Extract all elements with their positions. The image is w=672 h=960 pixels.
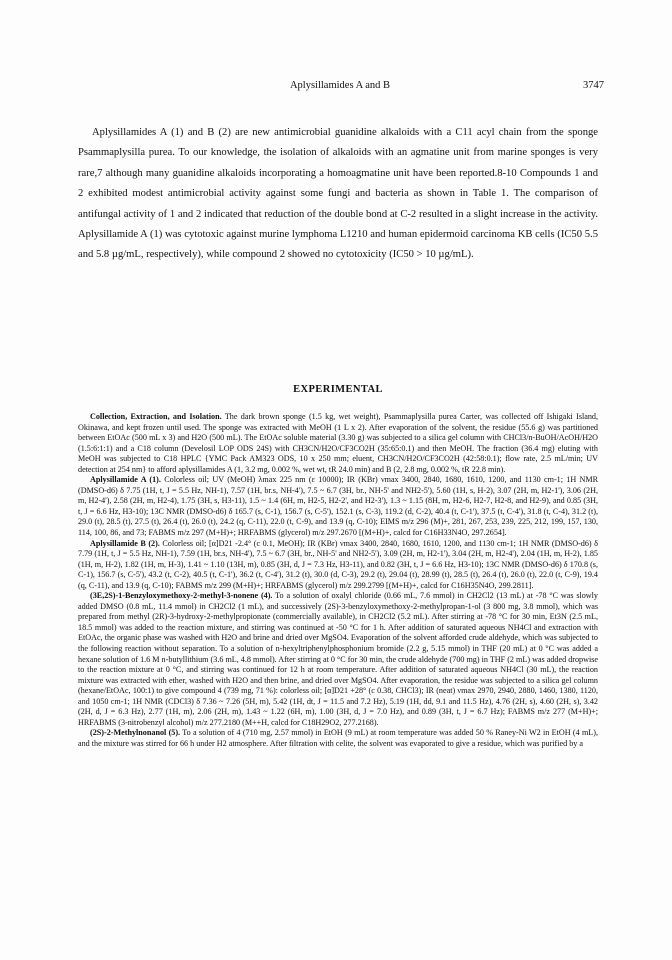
paragraph-body: Colorless oil; UV (MeOH) λmax 225 nm (ε 10000); IR (KBr) νmax 3400, 2840, 1680, 1610, 1200, and 1130 cm-1; 1H NMR (DMSO-d6) δ 7.75 (1H, t, J = 5.5 Hz, NH-1), 7.57 (1H, br.s, NH-4'), 7.5 ~ 6.7 (3H, br., NH-5' and NH2-5'), 5.60 (1H, s, H-2), 3.07 (2H, m, H2-1'), 3.06 (2H, m, H2-4'), 2.58 (2H, m, H2-4), 1.75 (3H, s, H3-11), 1.5 ~ 1.4 (6H, m, H2-5, H2-2', and H2-3'), 1.3 ~ 1.15 (8H, m, H2-6, H2-7, H2-8, and H2-9), and 0.85 (3H, t, J = 6.6 Hz, H3-10); 13C NMR (DMSO-d6) δ 165.7 (s, C-1), 156.7 (s, C-5'), 152.1 (s, C-3), 119.2 (d, C-2), 40.4 (t, C-1'), 37.5 (t, C-4'), 31.8 (t, C-4), 31.2 (t), 29.0 (t), 28.5 (t), 27.5 (t), 26.4 (t), 26.0 (t), 24.2 (q, C-11), 22.0 (t, C-9), and 13.9 (q, C-10); EIMS m/z 296 (M)+, 281, 267, 253, 239, 225, 212, 199, 157, 130, 114, 100, 86, and 73; FABMS m/z 297 (M+H)+; HRFABMS (glycerol) m/z 297.2670 [(M+H)+, calcd for C16H33N4O, 297.2654]. — [78, 475, 599, 538]
aplysillamide-a-paragraph — [78, 475, 598, 538]
paragraph-heading: (3E,2S)-1-Benzyloxymethoxy-2-methyl-3-nonene (4). — [90, 591, 273, 601]
collection-paragraph — [78, 412, 598, 475]
section-heading: EXPERIMENTAL — [293, 384, 383, 395]
paragraph-heading: Collection, Extraction, and Isolation. — [90, 412, 222, 421]
paragraph-body: Colorless oil; [α]D21 -2.4° (c 0.1, MeOH); IR (KBr) νmax 3400, 2840, 1680, 1610, 1200, and 1130 cm-1; 1H NMR (DMSO-d6) δ 7.79 (1H, t, J = 5.5 Hz, NH-1), 7.59 (1H, br.s, NH-4'), 7.5 ~ 6.7 (3H, br., NH-5' and NH2-5'), 3.09 (2H, m, H2-1'), 3.04 (2H, m, H2-4'), 2.04 (1H, m, H-2), 1.85 (1H, m, H-2), 1.82 (1H, m, H-3), 1.41 ~ 1.10 (13H, m), 0.85 (3H, d, J = 7.3 Hz, H3-11), and 0.82 (3H, t, J = 6.6 Hz, H3-10); 13C NMR (DMSO-d6) δ 170.8 (s, C-1), 156.7 (s, C-5'), 43.2 (t, C-2), 40.5 (t, C-1'), 36.2 (t, C-4'), 31.2 (t), 30.0 (d, C-3), 29.2 (t), 29.04 (t), 28.99 (t), 28.5 (t), 26.4 (t), 26.0 (t), 22.0 (t, C-9), 19.4 (q, C-11), and 13.9 (q, C-10); FABMS m/z 299 (M+H)+; HRFABMS (glycerol) m/z 299.2799 [(M+H)+, calcd for C16H35N4O, 299.2811]. — [78, 538, 598, 590]
paragraph-body: To a solution of 4 (710 mg, 2.57 mmol) in EtOH (9 mL) at room temperature was added 50 % Raney-Ni W2 in EtOH (4 mL), and the mixture was stirred for 66 h under H2 atmosphere. After filtration with celite, the solvent was evaporated to give a residue, which was purified by a — [78, 728, 598, 748]
compound-4-paragraph — [78, 591, 598, 728]
paragraph-heading: Aplysillamide A (1). — [90, 475, 161, 485]
paragraph-heading: Aplysillamide B (2). — [90, 538, 160, 548]
page-header — [80, 80, 604, 94]
compound-5-paragraph — [78, 728, 598, 749]
intro-paragraph: Aplysillamides A (1) and B (2) are new antimicrobial guanidine alkaloids with a C11 acyl chain from the sponge Psammaplysilla purea. To our knowledge, the isolation of alkaloids with an agmatine unit from marine sponges is very rare,7 although many guanidine alkaloids incorporating a homoagmatine unit have been reported.8-10 Compounds 1 and 2 exhibited modest antimicrobial activity against some fungi and bacteria as shown in Table 1. The comparison of antifungal activity of 1 and 2 indicated that reduction of the double bond at C-2 resulted in a slight increase in the activity. Aplysillamide A (1) was cytotoxic against murine lymphoma L1210 and human epidermoid carcinoma KB cells (IC50 5.5 and 5.8 µg/mL, respectively), while compound 2 showed no cytotoxicity (IC50 > 10 µg/mL). — [78, 127, 598, 261]
paragraph-body: To a solution of oxalyl chloride (0.66 mL, 7.6 mmol) in CH2Cl2 (13 mL) at -78 °C was slowly added DMSO (0.8 mL, 11.4 mmol) in CH2Cl2 (1 mL), and successively (2S)-3-benzyloxymethoxy-2-methylpropan-1-ol (3 800 mg, 3.8 mmol), which was prepared from methyl (2R)-3-hydroxy-2-methylpropionate (commercially available), in CH2Cl2 (5.2 mL). After stirring at -78 °C for 30 min, Et3N (2.5 mL, 18.5 mmol) was added to the reaction mixture, and stirring was continued at -50 °C for 1 h. After addition of saturated aqueous NH4Cl and extraction with EtOAc, the organic phase was washed with H2O and brine and dried over MgSO4. Evaporation of the solvent afforded crude aldehyde, which was subjected to the following reaction without separation. To a solution of n-hexyltriphenylphosphonium bromide (2.2 g, 5.15 mmol) in THF (20 mL) at 0 °C was added a hexane solution of 1.6 M n-butyllithium (3.6 mL, 4.8 mmol). After stirring at 0 °C for 30 min, the crude aldehyde (700 mg) in THF (2 mL) was added dropwise to the reaction mixture at 0 °C, and stirring was continued for 12 h at room temperature. After addition of saturated aqueous NH4Cl (30 mL), the reaction mixture was extracted with ether, washed with H2O and then brine, and dried over MgSO4. After evaporation, the residue was subjected to a silica gel column (hexane/EtOAc, 100:1) to give compound 4 (739 mg, 71 %): colorless oil; [α]D21 +28° (c 0.38, CHCl3); IR (neat) νmax 2970, 2940, 2880, 1460, 1380, 1120, and 1050 cm-1; 1H NMR (CDCl3) δ 7.36 ~ 7.26 (5H, m), 5.42 (1H, dt, J = 11.5 and 7.2 Hz), 5.19 (1H, dd, 9.1 and 11.5 Hz), 4.76 (2H, s), 4.60 (2H, s), 3.42 (2H, d, J = 6.3 Hz), 2.77 (1H, m), 2.06 (2H, m), 1.43 ~ 1.22 (6H, m), 1.00 (3H, d, J = 7.0 Hz), and 0.89 (3H, t, J = 6.7 Hz); FABMS m/z 277 (M+H)+; HRFABMS (3-nitrobenzyl alcohol) m/z 277.2180 (M++H, calcd for C18H29O2, 277.2168). — [78, 591, 598, 727]
aplysillamide-b-paragraph — [78, 539, 598, 592]
paragraph-heading: (2S)-2-Methylnonanol (5). — [90, 728, 181, 738]
experimental-section — [78, 412, 598, 750]
paragraph-body: The dark brown sponge (1.5 kg, wet weight), Psammaplysilla purea Carter, was collected off Ishigaki Island, Okinawa, and kept frozen until used. The sponge was extracted with MeOH (1 L x 2). After evaporation of the solvent, the residue (55.6 g) was partitioned between EtOAc (500 mL x 3) and H2O (500 mL). The EtOAc soluble material (3.30 g) was subjected to a silica gel column with CHCl3/n-BuOH/AcOH/H2O (1.5:6:1:1) and a C18 column (Develosil LOP ODS 24S) with CH3CN/H2O/CF3CO2H (35:65:0.1) and then MeOH. The fraction (36.4 mg) eluting with MeOH was subjected to C18 HPLC {YMC Pack AM323 ODS, 10 x 250 mm; eluent, CH3CN/H2O/CF3CO2H (42:58:0.1); flow rate, 2.5 mL/min; UV detection at 254 nm} to afford aplysillamides A (1, 3.2 mg, 0.002 %, wet wt, tR 24.0 min) and B (2, 2.8 mg, 0.002 %, tR 22.8 min). — [78, 412, 599, 474]
page-number: 3747 — [583, 80, 604, 91]
running-title: Aplysillamides A and B — [289, 80, 391, 91]
